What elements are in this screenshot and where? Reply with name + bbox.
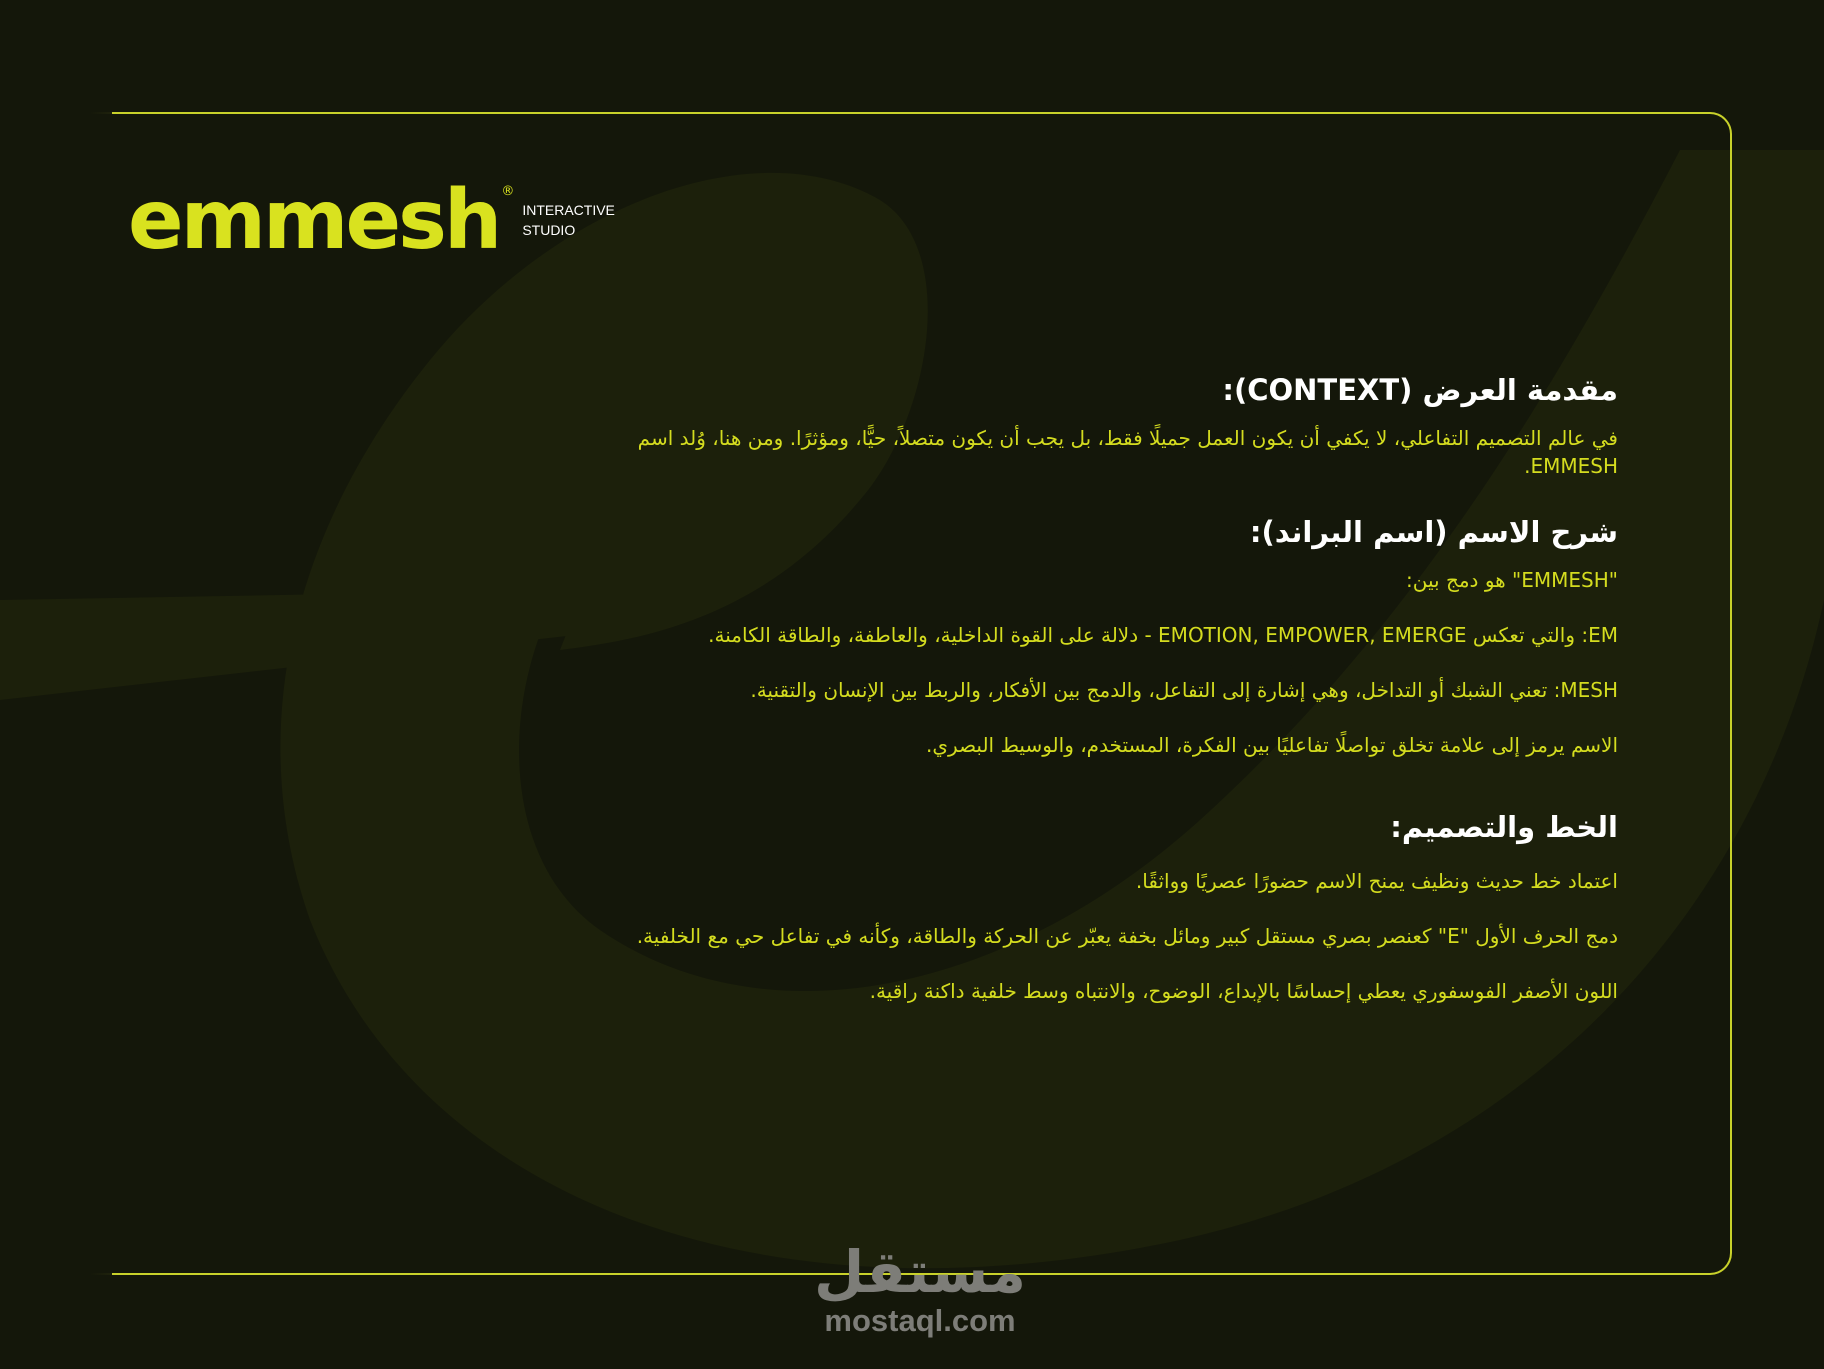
logo-tagline [522,200,615,240]
name-mesh-explanation: MESH: تعني الشبك أو التداخل، وهي إشارة إلى التفاعل، والدمج بين الأفكار، والربط بين الإنسان والتقنية. [750,678,1618,702]
design-letter-e: دمج الحرف الأول "E" كعنصر بصري مستقل كبير ومائل بخفة يعبّر عن الحركة والطاقة، وكأنه في تفاعل حي مع الخلفية. [636,924,1618,948]
logo-wordmark: emmesh [128,173,500,268]
watermark-latin: mostaql.com [824,1303,1016,1338]
logo-tagline-line1: INTERACTIVE [522,202,615,218]
name-em-explanation: EM: والتي تعكس EMOTION, EMPOWER, EMERGE - دلالة على القوة الداخلية، والعاطفة، والطاقة الكامنة. [708,623,1618,647]
name-intro: "EMMESH" هو دمج بين: [1406,568,1618,592]
context-heading: مقدمة العرض (CONTEXT): [1222,373,1618,407]
mostaql-watermark [800,1240,1040,1338]
emmesh-logo [128,173,615,268]
name-heading: شرح الاسم (اسم البراند): [1249,515,1618,549]
logo-tagline-line2: STUDIO [522,222,576,238]
design-font: اعتماد خط حديث ونظيف يمنح الاسم حضورًا عصريًا وواثقًا. [1135,869,1618,893]
brand-description [558,370,1618,1005]
design-color: اللون الأصفر الفوسفوري يعطي إحساسًا بالإبداع، الوضوح، والانتباه وسط خلفية داكنة راقية. [869,979,1618,1003]
watermark-arabic: مستقل [813,1238,1027,1306]
name-meaning: الاسم يرمز إلى علامة تخلق تواصلًا تفاعليًا بين الفكرة، المستخدم، والوسيط البصري. [926,733,1618,757]
context-paragraph: في عالم التصميم التفاعلي، لا يكفي أن يكون العمل جميلًا فقط، بل يجب أن يكون متصلاً، حيًّا، ومؤثرًا. ومن هنا، وُلد اسم EMMESH. [637,426,1618,478]
registered-mark: ® [501,184,515,199]
design-heading: الخط والتصميم: [1390,810,1618,844]
